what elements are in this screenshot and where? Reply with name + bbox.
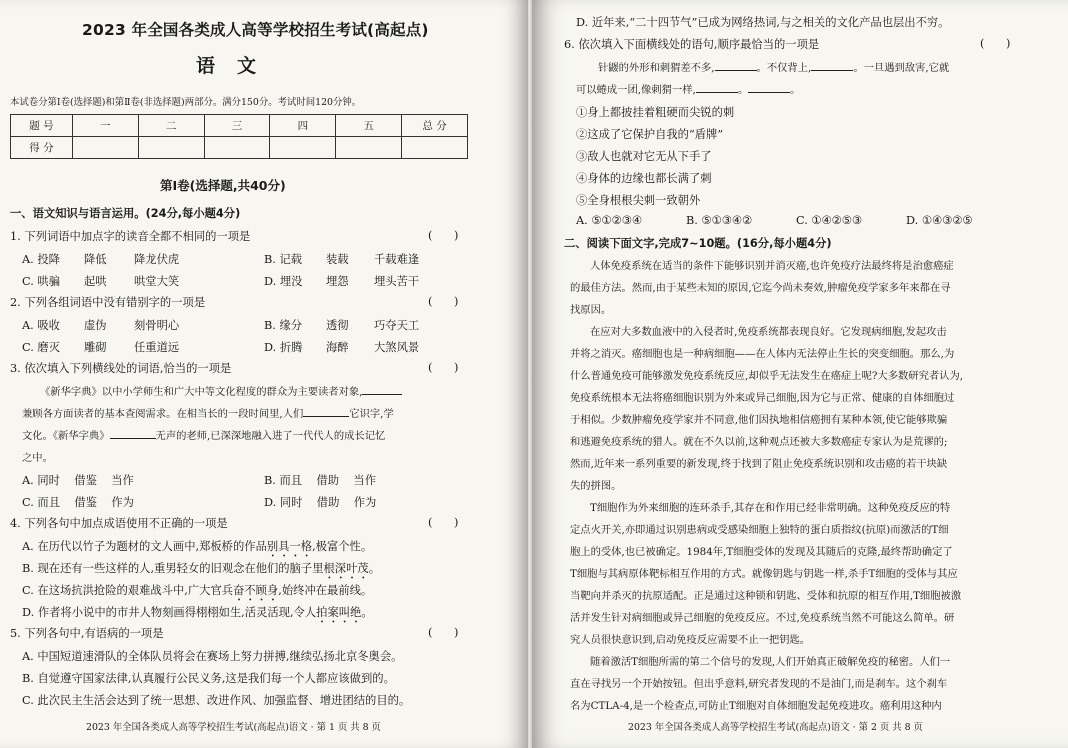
- q3-blank-1: [362, 384, 402, 395]
- passage-line: 失的拼图。: [570, 480, 622, 492]
- passage-line: T细胞与其病原体靶标相互作用的方式。就像钥匙与钥匙一样,杀手T细胞的受体与其应: [570, 568, 958, 580]
- score-row-label: 得 分: [11, 137, 73, 159]
- passage-line: 定点火开关,亦即通过识别患病或受感染细胞上独特的蛋白质指纹(抗原)而激活的T细: [570, 524, 949, 536]
- page-footer-2: 2023 年全国各类成人高等学校招生考试(高起点)语文 · 第 2 页 共 8 页: [628, 722, 923, 733]
- q1-c-word3: 哄堂大笑: [134, 275, 180, 288]
- score-header-cell: 四: [270, 115, 336, 137]
- q1-a-word2: 降低: [84, 253, 107, 266]
- instructions: 本试卷分第Ⅰ卷(选择题)和第Ⅱ卷(非选择题)两部分。满分150分。考试时间120分钟。: [10, 97, 362, 108]
- q3-option-b: B. 而且 借助 当作: [264, 474, 376, 487]
- score-cell: [402, 137, 468, 159]
- q4-option-a: [22, 538, 372, 560]
- q6-blank-3: [696, 82, 738, 93]
- q1-a-word3: 降龙伏虎: [134, 253, 180, 266]
- q4-a-tail: ,极富个性。: [312, 540, 373, 553]
- exam-page-2: [532, 0, 1068, 748]
- score-header-cell: 五: [336, 115, 402, 137]
- q6-p2-sep: 。: [737, 84, 749, 96]
- q5-option-a: A. 中国短道速滑队的全体队员将会在赛场上努力拼搏,继续弘扬北京冬奥会。: [22, 650, 403, 663]
- q6-option-d: D. ①④③②⑤: [906, 214, 973, 227]
- q6-p1-tail: 。一旦遇到敌害,它就: [853, 62, 950, 74]
- exam-title: 2023 年全国各类成人高等学校招生考试(高起点): [82, 21, 429, 39]
- passage-line: 然而,近年来一系列重要的新发现,终于找到了阻止免疫系统识别和攻击癌的若干块缺: [570, 458, 948, 470]
- score-header-cell: 三: [204, 115, 270, 137]
- q3-option-a: A. 同时 借鉴 当作: [22, 474, 134, 487]
- score-cell: [204, 137, 270, 159]
- score-header-cell: 总 分: [402, 115, 468, 137]
- score-cell: [270, 137, 336, 159]
- q2-c-word1: C. 磨灭: [22, 341, 61, 354]
- passage-line: 胞上的受体,也已被确定。1984年,T细胞受体的发现及其随后的克隆,最终帮助确定了: [570, 546, 953, 558]
- q4-b-idiom: 根深叶茂: [323, 562, 369, 575]
- passage-line: 和逃避免疫系统的猎人。就在不久以前,这种观点还被大多数癌症专家认为是荒谬的;: [570, 436, 948, 448]
- q5-answer-paren: ( ): [428, 626, 459, 639]
- score-cell: [72, 137, 138, 159]
- q4-answer-paren: ( ): [428, 516, 459, 529]
- subject-title: 语文: [196, 55, 279, 77]
- passage-line: 免疫系统根本无法将癌细胞识别为外来或异己细胞,因为它与正常、健康的自体细胞过: [570, 392, 955, 404]
- q3-answer-paren: ( ): [428, 361, 459, 374]
- q6-option-b: B. ⑤①③④②: [686, 214, 753, 227]
- q6-blank-2: [811, 60, 853, 71]
- q6-item-5: ⑤全身根根尖刺一致朝外: [576, 194, 701, 207]
- q1-d-word3: 埋头苦干: [374, 275, 420, 288]
- q2-d-word2: 海醉: [326, 341, 349, 354]
- q6-passage-line1: [598, 60, 949, 76]
- q1-b-word3: 千载难逢: [374, 253, 420, 266]
- q1-a-word1: A. 投降: [22, 253, 60, 266]
- exam-page-1: [0, 0, 528, 748]
- q3-passage-line1: [40, 384, 402, 400]
- q1-answer-paren: ( ): [428, 229, 459, 242]
- q1-c-word1: C. 哄骗: [22, 275, 61, 288]
- q3-blank-3: [110, 428, 156, 439]
- q3-p1-text: 《新华字典》以中小学师生和广大中等文化程度的群众为主要读者对象,: [40, 386, 363, 398]
- q3-blank-2: [303, 406, 349, 417]
- q2-c-word3: 任重道远: [134, 341, 180, 354]
- q6-p1-mid: 。不仅背上,: [756, 62, 812, 74]
- passage-line: 直在寻找另一个开始按钮。但出乎意料,研究者发现的不是油门,而是刹车。这个刹车: [570, 678, 948, 690]
- q3-stem: 3. 依次填入下列横线处的词语,恰当的一项是: [10, 362, 232, 375]
- score-header-cell: 题 号: [11, 115, 73, 137]
- q4-d-text: D. 作者将小说中的市井人物刻画得栩栩如生,活灵活现,令人: [22, 606, 317, 619]
- q6-item-3: ③敌人也就对它无从下手了: [576, 150, 712, 163]
- q6-p2-end: 。: [790, 84, 801, 96]
- q6-passage-line2: [576, 82, 800, 98]
- q4-d-tail: 。: [361, 606, 373, 619]
- q4-b-tail: 。: [368, 562, 381, 575]
- q5-stem: 5. 下列各句中,有语病的一项是: [10, 627, 164, 640]
- q2-a-word2: 虚伪: [84, 319, 107, 332]
- q1-stem: 1. 下列词语中加点字的读音全都不相同的一项是: [10, 230, 251, 243]
- passage-line: 究人员很快意识到,启动免疫反应需要不止一把钥匙。: [570, 634, 811, 646]
- q4-b-text: B. 现在还有一些这样的人,重男轻女的旧观念在他们的脑子里: [22, 562, 324, 575]
- q6-item-1: ①身上都披挂着粗硬而尖锐的刺: [576, 106, 735, 119]
- q6-stem: 6. 依次填入下面横线处的语句,顺序最恰当的一项是: [564, 38, 820, 51]
- passage-line: 随着激活T细胞所需的第二个信号的发现,人们开始真正破解免疫的秘密。人们一: [590, 656, 951, 668]
- q3-passage-line3: [22, 428, 385, 444]
- q4-c-tail: ,始终冲在最前线。: [278, 584, 373, 597]
- q6-blank-4: [748, 82, 790, 93]
- q2-a-word3: 刻骨明心: [134, 319, 180, 332]
- q4-c-idiom: 奋不顾身: [233, 584, 279, 597]
- passage-line: 找原因。: [570, 304, 612, 316]
- q2-b-word3: 巧夺天工: [374, 319, 420, 332]
- passage-line: T细胞作为外来细胞的连环杀手,其存在和作用已经非常明确。这种免疫反应的特: [590, 502, 951, 514]
- q1-b-word2: 装载: [326, 253, 349, 266]
- section2-heading: 二、阅读下面文字,完成7~10题。(16分,每小题4分): [564, 237, 832, 250]
- q6-option-a: A. ⑤①②③④: [576, 214, 642, 227]
- q3-p2-text: 兼顾各方面读者的基本查阅需求。在相当长的一段时间里,人们: [22, 408, 304, 420]
- q3-passage-line4: 之中。: [22, 452, 53, 464]
- q1-c-word2: 起哄: [84, 275, 107, 288]
- q1-d-word1: D. 埋没: [264, 275, 303, 288]
- q2-answer-paren: ( ): [428, 295, 459, 308]
- q6-answer-paren: ( ): [980, 37, 1011, 50]
- q2-a-word1: A. 吸收: [22, 319, 60, 332]
- q6-p1-text: 针鼹的外形和刺猬差不多,: [598, 62, 715, 74]
- q2-stem: 2. 下列各组词语中没有错别字的一项是: [10, 296, 206, 309]
- passage-line: 什么普通免疫可能够激发免疫系统反应,却似乎无法发生在癌症上呢?大多数研究者认为,: [570, 370, 964, 382]
- score-cell: [138, 137, 204, 159]
- q4-a-idiom: 别具一格: [266, 540, 313, 553]
- passage-line: 人体免疫系统在适当的条件下能够识别并消灭癌,也许免疫疗法最终将是治愈癌症: [590, 260, 954, 272]
- passage-line: 名为CTLA-4,是一个检查点,可防止T细胞对自体细胞发起免疫进攻。癌利用这种内: [570, 700, 942, 712]
- section1-heading: 一、语文知识与语言运用。(24分,每小题4分): [10, 207, 241, 220]
- q2-c-word2: 雕砌: [84, 341, 107, 354]
- q4-option-d: [22, 604, 373, 626]
- q3-p3-text: 文化。《新华字典》: [22, 430, 110, 442]
- q4-a-text: A. 在历代以竹子为题材的文人画中,郑板桥的作品: [22, 540, 267, 553]
- q6-item-2: ②这成了它保护自我的“盾牌”: [576, 128, 724, 141]
- q3-passage-line2: [22, 406, 394, 422]
- q1-b-word1: B. 记载: [264, 253, 303, 266]
- passage-line: 活并发生针对病细胞或异己细胞的免疫反应。不过,免疫系统当然不可能这么简单。研: [570, 612, 955, 624]
- passage-line: 并将之消灭。癌细胞也是一种病细胞——在人体内无法停止生长的突变细胞。那么,为: [570, 348, 955, 360]
- q3-p2-tail: 它识字,学: [349, 408, 394, 420]
- passage-line: 的最佳方法。然而,由于某些未知的原因,它迄今尚未奏效,肿瘤免疫学家多年来都在寻: [570, 282, 951, 294]
- q6-item-4: ④身体的边缘也都长满了刺: [576, 172, 712, 185]
- q4-option-c: [22, 582, 372, 604]
- score-header-cell: 一: [72, 115, 138, 137]
- page-footer-1: 2023 年全国各类成人高等学校招生考试(高起点)语文 · 第 1 页 共 8 页: [86, 722, 381, 733]
- q3-option-d: D. 同时 借助 作为: [264, 496, 377, 509]
- q5-option-b: B. 自觉遵守国家法律,认真履行公民义务,这是我们每一个人都应该做到的。: [22, 672, 395, 685]
- q2-b-word1: B. 缘分: [264, 319, 303, 332]
- passage-line: 当靶向并杀灭的抗原适配。正是通过这种锁和钥匙、受体和抗原的相互作用,T细胞被激: [570, 590, 962, 602]
- part1-title: 第Ⅰ卷(选择题,共40分): [160, 178, 286, 193]
- score-header-cell: 二: [138, 115, 204, 137]
- q2-d-word1: D. 折腾: [264, 341, 303, 354]
- q6-blank-1: [715, 60, 757, 71]
- q6-p2-text: 可以蜷成一团,像刺猬一样,: [576, 84, 696, 96]
- q2-b-word2: 透彻: [326, 319, 349, 332]
- q4-c-text: C. 在这场抗洪抢险的艰难战斗中,广大官兵: [22, 584, 234, 597]
- q3-option-c: C. 而且 借鉴 作为: [22, 496, 134, 509]
- q5-option-d: D. 近年来,“二十四节气”已成为网络热词,与之相关的文化产品也层出不穷。: [576, 16, 950, 29]
- q4-option-b: [22, 560, 380, 582]
- q1-d-word2: 埋怨: [326, 275, 349, 288]
- q6-option-c: C. ①④②⑤③: [796, 214, 863, 227]
- q4-stem: 4. 下列各句中加点成语使用不正确的一项是: [10, 517, 228, 530]
- q3-p3-tail: 无声的老师,已深深地融入进了一代代人的成长记忆: [155, 430, 386, 442]
- q4-d-idiom: 拍案叫绝: [316, 606, 362, 619]
- score-table: [10, 114, 468, 159]
- q1-option-a: [22, 251, 60, 267]
- score-cell: [336, 137, 402, 159]
- passage-line: 在应对大多数血液中的入侵者时,免疫系统都表现良好。它发现病细胞,发起攻击: [590, 326, 947, 338]
- q5-option-c: C. 此次民主生活会达到了统一思想、改进作风、加强监督、增进团结的目的。: [22, 694, 411, 707]
- passage-line: 于相似。少数肿瘤免疫学家并不同意,他们因执地相信癌拥有某种本领,使它能够欺骗: [570, 414, 948, 426]
- q2-d-word3: 大煞风景: [374, 341, 420, 354]
